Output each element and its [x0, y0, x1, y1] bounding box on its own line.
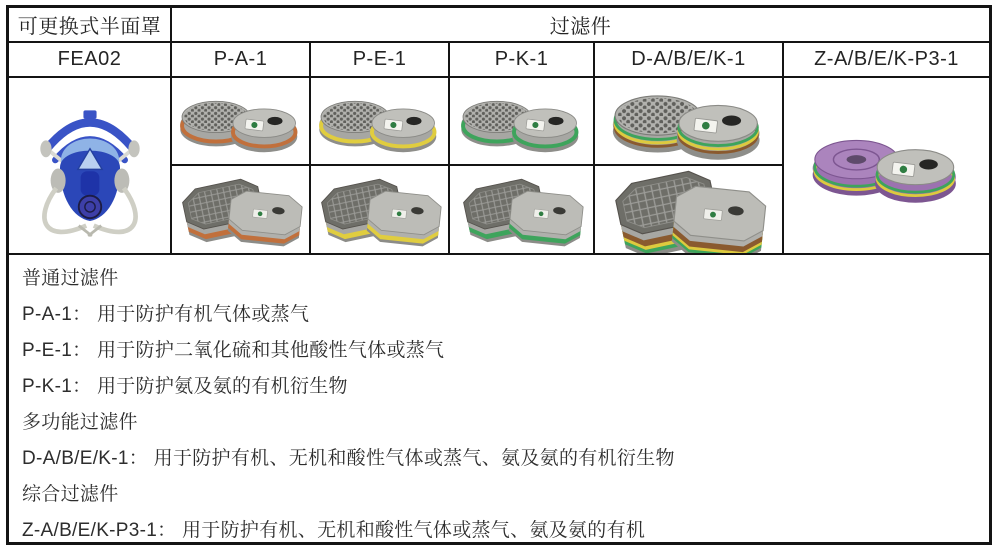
- col-header-d-abek-1: D-A/B/E/K-1: [595, 43, 784, 78]
- cell-disc-p-e-1: [311, 78, 450, 166]
- note-line-p-a-1: P-A-1： 用于防护有机气体或蒸气: [22, 304, 310, 325]
- cell-cartridge-p-a-1: [172, 166, 311, 255]
- header-filters: 过滤件: [172, 8, 989, 43]
- cell-disc-z-abek-p3-1: [784, 78, 989, 255]
- half-mask-image: [15, 85, 165, 246]
- filter-spec-table: [6, 5, 992, 545]
- note-line-ordinary-filters: 普通过滤件: [22, 268, 119, 289]
- note-line-z-abek-p3-1: Z-A/B/E/K-P3-1： 用于防护有机、无机和酸性气体或蒸气、氨及氨的有机: [22, 520, 646, 541]
- filter-disc-image-p-e-1: [313, 83, 447, 160]
- filter-disc-image-p-a-1: [174, 83, 308, 160]
- cell-disc-p-a-1: [172, 78, 311, 166]
- col-header-p-e-1: P-E-1: [311, 43, 450, 78]
- cell-cartridge-p-k-1: [450, 166, 595, 255]
- filter-cartridge-image-d-abek-1: [605, 166, 773, 255]
- col-header-p-k-1: P-K-1: [450, 43, 595, 78]
- note-line-p-e-1: P-E-1： 用于防护二氧化硫和其他酸性气体或蒸气: [22, 340, 445, 361]
- note-line-p-k-1: P-K-1： 用于防护氨及氨的有机衍生物: [22, 376, 348, 397]
- cell-cartridge-d-abek-1: [595, 166, 784, 255]
- col-header-fea02: FEA02: [9, 43, 172, 78]
- cell-disc-p-k-1: [450, 78, 595, 166]
- cell-mask-image: [9, 78, 172, 255]
- filter-disc-image-d-abek-1: [605, 78, 773, 166]
- note-line-multifunction-filters: 多功能过滤件: [22, 412, 138, 433]
- filter-notes: [9, 255, 989, 542]
- note-line-combined-filters: 综合过滤件: [22, 484, 119, 505]
- col-header-z-abek-p3-1: Z-A/B/E/K-P3-1: [784, 43, 989, 78]
- filter-disc-image-p-k-1: [455, 83, 589, 160]
- note-line-d-abek-1: D-A/B/E/K-1： 用于防护有机、无机和酸性气体或蒸气、氨及氨的有机衍生物: [22, 448, 675, 469]
- cell-cartridge-p-e-1: [311, 166, 450, 255]
- cell-disc-d-abek-1: [595, 78, 784, 166]
- header-mask-type: 可更换式半面罩: [9, 8, 172, 43]
- filter-cartridge-image-p-k-1: [455, 171, 589, 248]
- filter-cartridge-image-p-e-1: [313, 171, 447, 248]
- filter-cartridge-image-p-a-1: [174, 171, 308, 248]
- col-header-p-a-1: P-A-1: [172, 43, 311, 78]
- filter-disc-image-z-abek-p3-1: [805, 118, 969, 212]
